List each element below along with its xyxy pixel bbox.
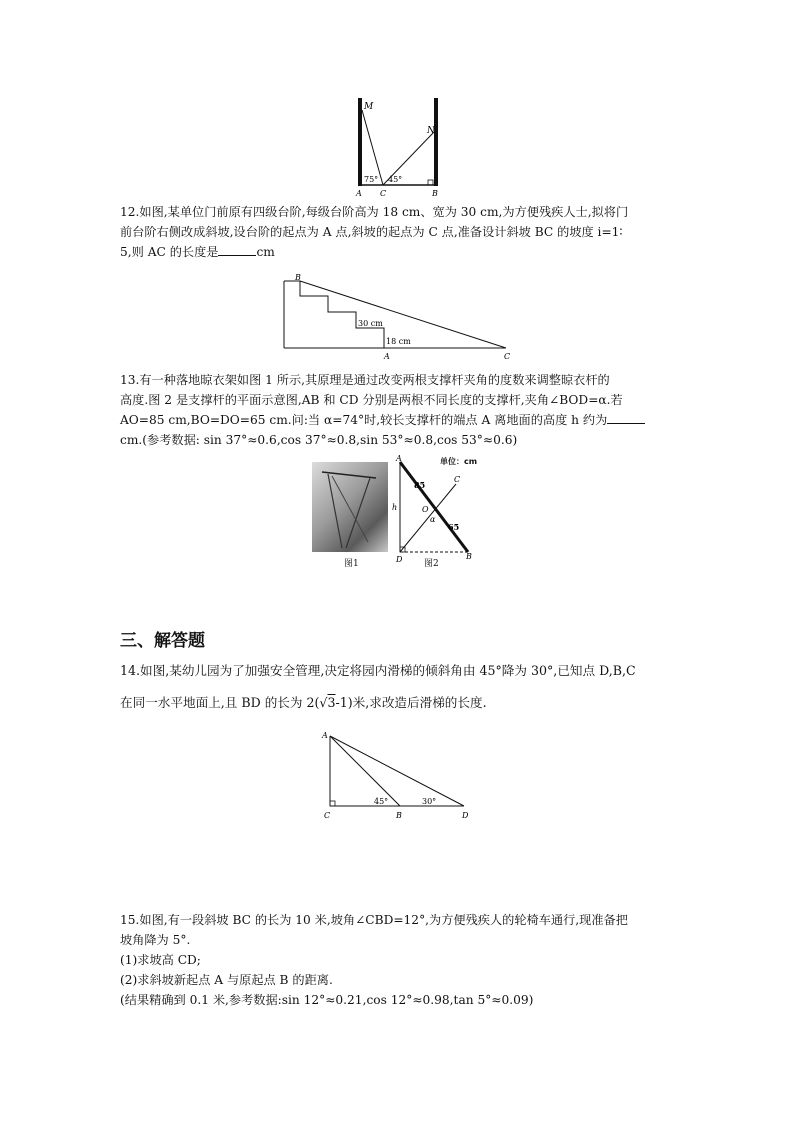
q13-text [120, 370, 645, 450]
label-c: C [324, 811, 331, 820]
label-c: C [454, 475, 461, 484]
figure-poles [350, 96, 446, 198]
label-angle-30: 30° [422, 797, 437, 806]
q12-answer-blank[interactable] [218, 243, 256, 256]
q13-line1: 13.有一种落地晾衣架如图 1 所示,其原理是通过改变两根支撑杆夹角的度数来调整晾衣杆的 [120, 373, 610, 387]
unit-label: 单位：cm [440, 457, 478, 466]
label-c: C [380, 189, 387, 198]
q14-line2 [120, 692, 487, 714]
q14-line2-start: 在同一水平地面上,且 BD 的长为 2( [120, 695, 320, 710]
label-h: h [392, 503, 398, 512]
label-a: A [384, 352, 390, 361]
q15-text [120, 910, 628, 1010]
q13-line2: 高度.图 2 是支撑杆的平面示意图,AB 和 CD 分别是两根不同长度的支撑杆,夹角∠BOD=α.若 [120, 393, 623, 407]
label-alpha: α [430, 515, 436, 524]
figure-staircase [282, 274, 518, 362]
q13-answer-blank[interactable] [607, 411, 645, 424]
figure-slide [318, 730, 478, 822]
label-a: A [322, 731, 328, 740]
label-b: B [432, 189, 438, 198]
q13-line4: cm.(参考数据: sin 37°≈0.6,cos 37°≈0.8,sin 53°≈0.8,cos 53°≈0.6) [120, 433, 518, 447]
label-d: D [396, 555, 403, 564]
q12-line1: 12.如图,某单位门前原有四级台阶,每级台阶高为 18 cm、宽为 30 cm,为方便残疾人士,拟将门 [120, 205, 629, 219]
q12-unit: cm [256, 245, 275, 259]
label-30cm: 30 cm [358, 319, 383, 328]
label-angle-45: 45° [374, 797, 389, 806]
label-a: A [356, 189, 362, 198]
label-o: O [422, 505, 429, 514]
q14-line2-end: -1)米,求改造后滑梯的长度. [335, 695, 487, 710]
q12-line2: 前台阶右侧改成斜坡,设台阶的起点为 A 点,斜坡的起点为 C 点,准备设计斜坡 BC 的坡度 i=1∶ [120, 225, 623, 239]
label-b: B [466, 552, 472, 561]
q15-line1: 15.如图,有一段斜坡 BC 的长为 10 米,坡角∠CBD=12°,为方便残疾人的轮椅车通行,现准备把 [120, 913, 628, 927]
label-b: B [295, 274, 301, 282]
q15-line4: (2)求斜坡新起点 A 与原起点 B 的距离. [120, 973, 333, 987]
q15-line3: (1)求坡高 CD; [120, 953, 201, 967]
label-d: D [462, 811, 469, 820]
q15-line2: 坡角降为 5°. [120, 933, 191, 947]
q14-sqrt-radicand: 3 [327, 695, 336, 710]
label-18cm: 18 cm [386, 337, 411, 346]
drying-rack-sketch [312, 462, 388, 552]
label-angle-75: 75° [364, 175, 379, 184]
drying-rack-photo [312, 462, 388, 552]
figure-support-schematic [392, 454, 488, 566]
q12-line3 [120, 242, 628, 262]
figure-caption-1: 图1 [344, 559, 359, 569]
label-65: 65 [448, 522, 460, 532]
label-angle-45: 45° [388, 175, 403, 184]
label-m: M [364, 102, 374, 112]
q13-line3-text: AO=85 cm,BO=DO=65 cm.问:当 α=74°时,较长支撑杆的端点 A 离地面的高度 h 约为 [120, 413, 608, 427]
q14-line1: 14.如图,某幼儿园为了加强安全管理,决定将园内滑梯的倾斜角由 45°降为 30°,已知点 D,B,C [120, 663, 636, 678]
q12-text [120, 202, 628, 262]
label-n: N [427, 126, 435, 136]
label-c: C [504, 352, 511, 361]
q12-line3-text: 5,则 AC 的长度是 [120, 245, 219, 259]
sqrt-symbol: √ [319, 695, 328, 710]
q15-line5: (结果精确到 0.1 米,参考数据:sin 12°≈0.21,cos 12°≈0.98,tan 5°≈0.09) [120, 993, 534, 1007]
label-a: A [396, 454, 402, 463]
label-85: 85 [414, 480, 426, 490]
label-b: B [396, 811, 402, 820]
q13-line3 [120, 410, 645, 430]
section-title: 三、解答题 [120, 631, 205, 651]
figure-caption-2: 图2 [424, 559, 439, 569]
